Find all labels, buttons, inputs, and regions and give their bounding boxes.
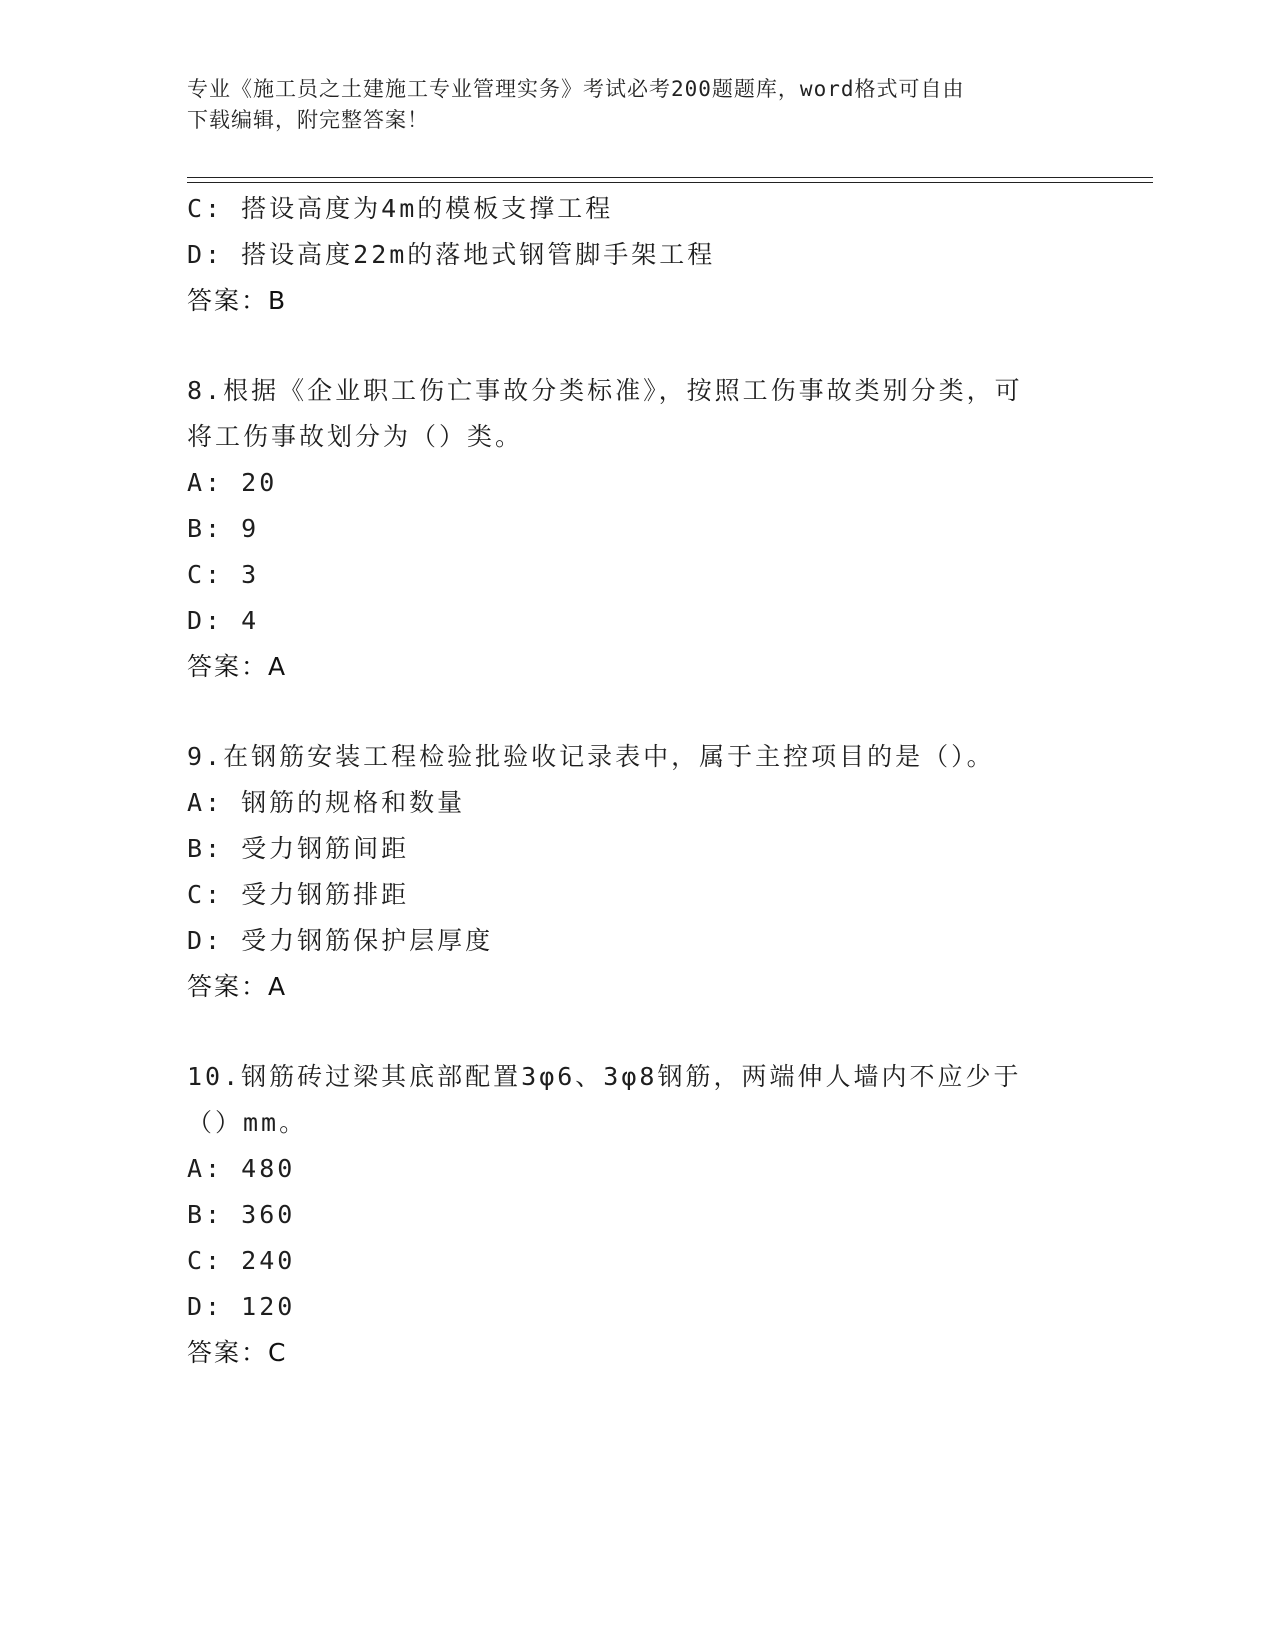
answer-label: 答案：A <box>187 652 288 681</box>
spacer <box>187 1010 1147 1054</box>
option-d: D: 受力钢筋保护层厚度 <box>187 926 494 955</box>
question-stem: 8.根据《企业职工伤亡事故分类标准》，按照工伤事故类别分类，可 <box>187 376 1023 405</box>
answer-label: 答案：A <box>187 972 288 1001</box>
option-b: B: 360 <box>187 1200 296 1229</box>
answer-label: 答案：B <box>187 286 288 315</box>
header-divider-bottom <box>187 182 1153 183</box>
question-stem: 9.在钢筋安装工程检验批验收记录表中，属于主控项目的是（）。 <box>187 742 995 771</box>
question-8 <box>187 368 1147 690</box>
question-stem-continued: （）mm。 <box>187 1108 308 1137</box>
spacer <box>187 324 1147 368</box>
option-b: B: 9 <box>187 514 260 543</box>
question-stem: 10.钢筋砖过梁其底部配置3φ6、3φ8钢筋，两端伸人墙内不应少于 <box>187 1062 1022 1091</box>
answer-label: 答案：C <box>187 1338 288 1367</box>
option-a: A: 钢筋的规格和数量 <box>187 788 466 817</box>
page-header <box>187 74 1087 136</box>
option-d: D: 搭设高度22m的落地式钢管脚手架工程 <box>187 240 716 269</box>
option-d: D: 4 <box>187 606 260 635</box>
option-c: C: 3 <box>187 560 260 589</box>
header-title-line-1: 专业《施工员之土建施工专业管理实务》考试必考200题题库，word格式可自由 <box>187 77 965 101</box>
question-list <box>187 186 1147 1376</box>
option-a: A: 20 <box>187 468 278 497</box>
spacer <box>187 690 1147 734</box>
question-9 <box>187 734 1147 1010</box>
option-b: B: 受力钢筋间距 <box>187 834 410 863</box>
option-d: D: 120 <box>187 1292 296 1321</box>
question-stem-continued: 将工伤事故划分为（）类。 <box>187 422 524 451</box>
question-10 <box>187 1054 1147 1376</box>
header-title-line-2: 下载编辑，附完整答案！ <box>187 108 429 132</box>
header-divider-top <box>187 177 1153 178</box>
question-7-tail <box>187 186 1147 324</box>
option-c: C: 240 <box>187 1246 296 1275</box>
option-c: C: 搭设高度为4m的模板支撑工程 <box>187 194 614 223</box>
option-a: A: 480 <box>187 1154 296 1183</box>
option-c: C: 受力钢筋排距 <box>187 880 410 909</box>
